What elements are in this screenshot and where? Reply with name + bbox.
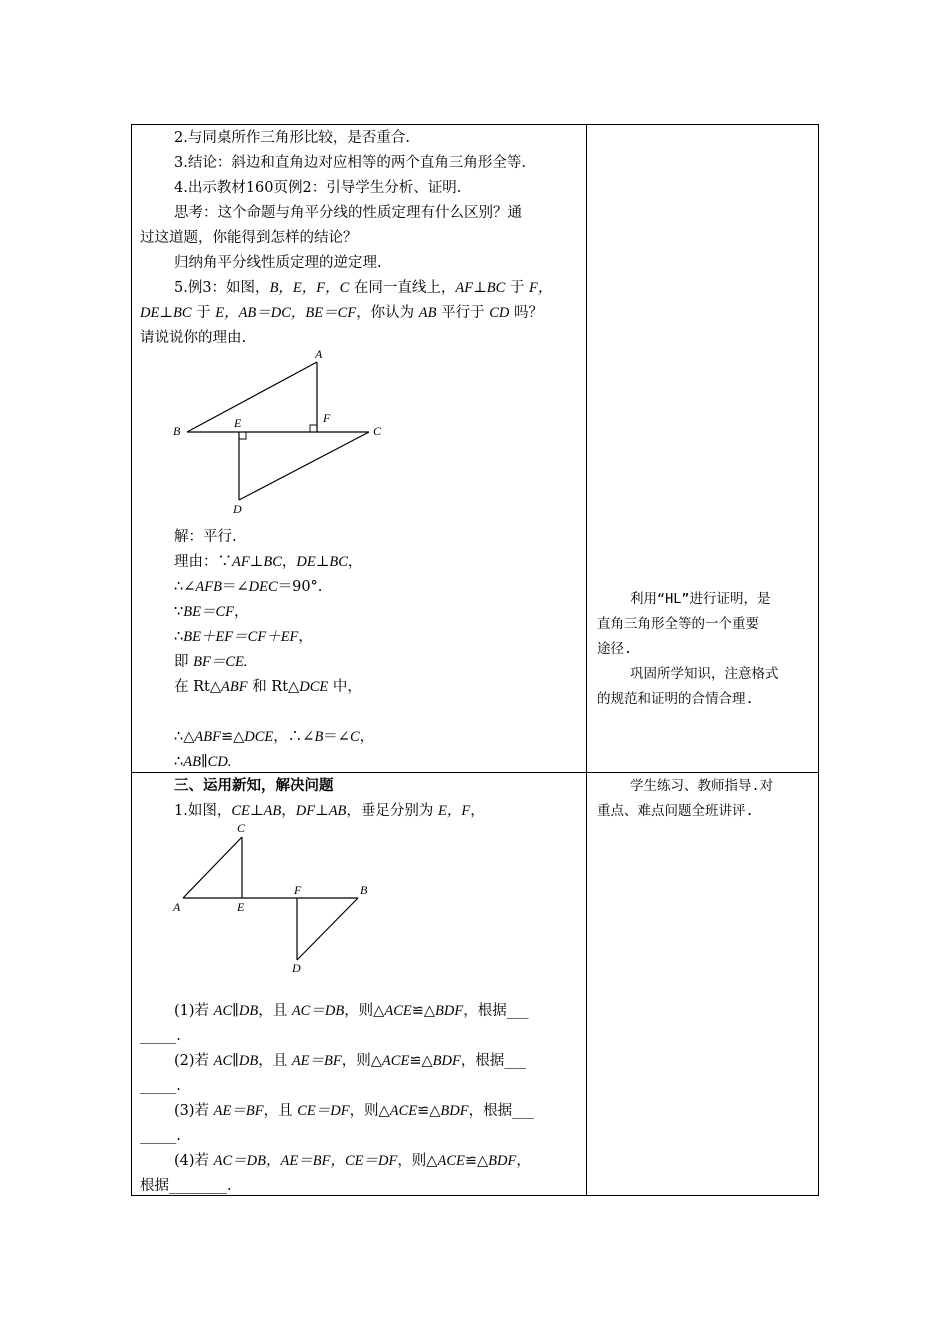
right-angle-e — [239, 432, 246, 439]
example-3-line-1: 5.例3：如图，B，E，F，C 在同一直线上，AF⊥BC 于 F， — [174, 280, 553, 296]
question-1: 1.如图，CE⊥AB，DF⊥AB，垂足分别为 E，F， — [174, 803, 485, 819]
solution-step-sum: ∴BE＋EF＝CF＋EF， — [174, 629, 313, 645]
step-3: 3.结论：斜边和直角边对应相等的两个直角三角形全等. — [174, 155, 526, 171]
solution-step-angles: ∴∠AFB＝∠DEC＝90°. — [174, 579, 323, 595]
note-practice-1: 学生练习、教师指导.对 — [630, 778, 774, 794]
solution-step-bf-ce: 即 BF＝CE. — [174, 654, 248, 670]
row-divider — [131, 772, 819, 773]
section-heading: 三、运用新知，解决问题 — [174, 777, 334, 794]
example-3-line-3: 请说说你的理由. — [140, 330, 247, 346]
note-format-1: 巩固所学知识，注意格式 — [630, 666, 779, 682]
segment-ba — [187, 362, 317, 432]
solution-conclusion: ∴AB∥CD. — [174, 754, 232, 770]
step-4: 4.出示教材160页例2：引导学生分析、证明. — [174, 180, 462, 196]
label-f: F — [323, 411, 331, 425]
solution-step-triangles: 在 Rt△ABF 和 Rt△DCE 中， — [174, 679, 362, 695]
segment-ac — [183, 837, 242, 898]
label-b: B — [360, 883, 368, 897]
note-hl-3: 途径. — [597, 641, 633, 657]
think-line-2: 过这道题，你能得到怎样的结论？ — [140, 230, 358, 246]
segment-dc — [239, 432, 369, 500]
column-divider — [586, 124, 587, 1196]
sub-question-2: (2)若 AC∥DB，且 AE＝BF，则△ACE≌△BDF，根据___ — [174, 1053, 527, 1069]
label-c: C — [373, 424, 382, 438]
label-f: F — [294, 883, 302, 897]
label-b: B — [173, 424, 181, 438]
sub-question-2-blank: _____. — [140, 1078, 181, 1094]
sub-question-3-blank: _____. — [140, 1128, 181, 1144]
label-c: C — [237, 821, 246, 835]
note-hl-1: 利用“HL”进行证明，是 — [630, 591, 771, 607]
figure-example-3 — [165, 340, 405, 520]
sub-question-1: (1)若 AC∥DB，且 AC＝DB，则△ACE≌△BDF，根据___ — [174, 1003, 529, 1019]
step-2: 2.与同桌所作三角形比较，是否重合. — [174, 130, 410, 146]
solution-reason: 理由：∵AF⊥BC，DE⊥BC， — [174, 554, 363, 570]
label-e: E — [234, 416, 242, 430]
sub-question-4: (4)若 AC＝DB，AE＝BF，CE＝DF，则△ACE≌△BDF， — [174, 1153, 531, 1169]
label-a: A — [315, 347, 323, 361]
note-hl-2: 直角三角形全等的一个重要 — [597, 616, 759, 632]
sub-question-3: (3)若 AE＝BF，且 CE＝DF，则△ACE≌△BDF，根据___ — [174, 1103, 534, 1119]
summary: 归纳角平分线性质定理的逆定理. — [174, 255, 382, 271]
label-d: D — [233, 502, 242, 516]
solution-answer: 解：平行. — [174, 529, 237, 545]
note-format-2: 的规范和证明的合情合理. — [597, 691, 754, 707]
example-3-line-2: DE⊥BC 于 E，AB＝DC，BE＝CF，你认为 AB 平行于 CD 吗？ — [140, 305, 543, 321]
label-d: D — [292, 961, 301, 975]
note-practice-2: 重点、难点问题全班讲评. — [597, 803, 754, 819]
sub-question-1-blank: _____. — [140, 1028, 181, 1044]
solution-step-be-cf: ∵BE＝CF， — [174, 604, 249, 620]
label-e: E — [237, 900, 245, 914]
label-a: A — [173, 900, 181, 914]
sub-question-4-blank: 根据________. — [140, 1178, 232, 1194]
think-line-1: 思考：这个命题与角平分线的性质定理有什么区别？通 — [174, 205, 522, 221]
solution-step-congruent: ∴△ABF≌△DCE，∴∠B＝∠C， — [174, 729, 375, 745]
right-angle-f — [310, 425, 317, 432]
segment-db — [297, 898, 358, 960]
figure-question-1 — [165, 818, 385, 980]
